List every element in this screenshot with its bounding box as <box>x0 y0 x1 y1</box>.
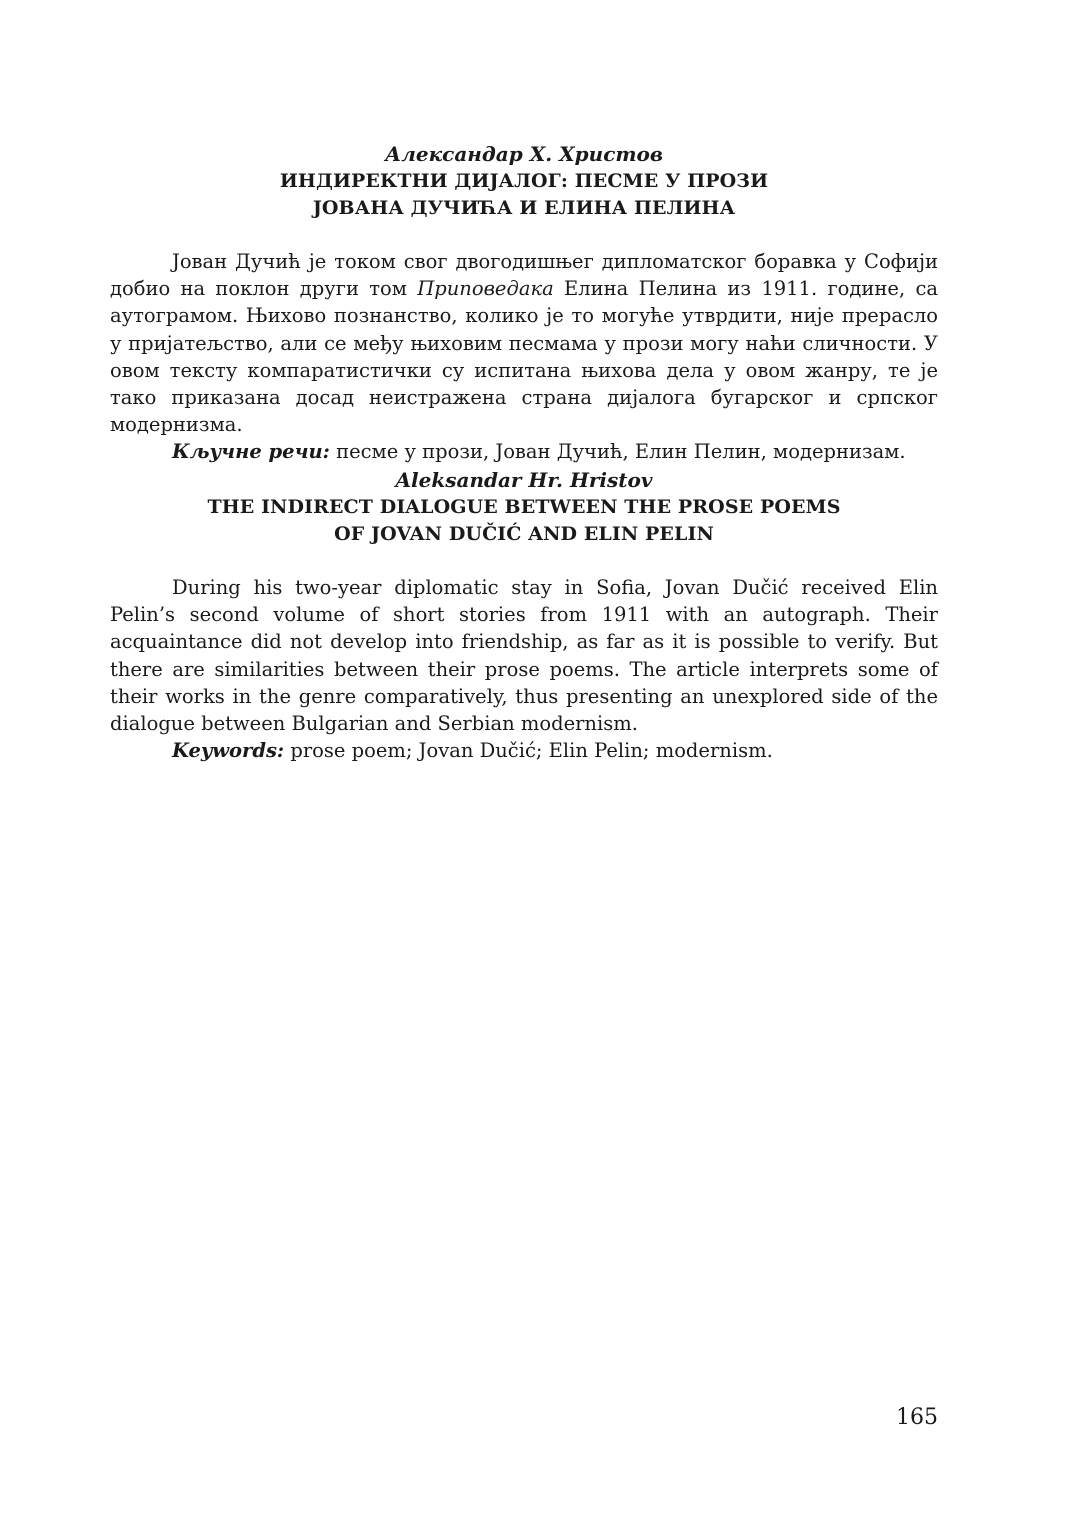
english-abstract-section <box>110 466 938 764</box>
keywords-serbian <box>110 438 938 465</box>
keywords-list-serbian: песме у прози, Јован Дучић, Елин Пелин, модернизам. <box>329 440 906 464</box>
article-title-serbian-line-1: ИНДИРЕКТНИ ДИЈАЛОГ: ПЕСМЕ У ПРОЗИ <box>279 170 769 192</box>
abstract-serbian <box>110 248 938 438</box>
abstract-serbian-book-title: Приповедака <box>417 277 554 301</box>
author-name-english: Aleksandar Hr. Hristov <box>395 468 653 492</box>
keywords-label-serbian: Кључне речи: <box>172 440 330 464</box>
article-title-english-line-2: OF JOVAN DUČIĆ AND ELIN PELIN <box>334 523 714 545</box>
abstract-english: During his two-year diplomatic stay in Sofia, Jovan Dučić received Elin Pelin’s second volume of short stories from 1911 with an autograph. Their acquaintance did not develop into friendship, as far as it is possible to verify. But there are similarities between their prose poems. The article interprets some of their works in the genre comparatively, thus presenting an unexplored side of the dialogue between Bulgarian and Serbian modernism. <box>110 576 938 736</box>
page-number: 165 <box>896 1405 938 1430</box>
abstract-serbian-text-1: Јован Дучић је током свог двогодишњег дипломатског боравка у Софији добио на поклон други том <box>110 250 938 301</box>
author-name-serbian: Александар Х. Христов <box>384 142 664 166</box>
article-title-english-line-1: THE INDIRECT DIALOGUE BETWEEN THE PROSE POEMS <box>207 496 841 518</box>
keywords-list-english: prose poem; Jovan Dučić; Elin Pelin; modernism. <box>284 739 773 763</box>
keywords-label-english: Keywords: <box>172 739 285 763</box>
abstract-serbian-text-2: Елина Пелина из 1911. године, са аутограмом. Њихово познанство, колико је то могуће утврдити, није прерасло у пријатељство, али се међу њиховим песмама у прози могу наћи сличности. У овом тексту компаратистички су испитана њихова дела у овом жанру, те је тако приказана досад неистражена страна дијалога бугарског и српског модернизма. <box>110 277 938 437</box>
document-page <box>110 0 938 1534</box>
keywords-english <box>110 737 938 764</box>
serbian-abstract-section <box>110 140 938 466</box>
article-title-serbian-line-2: ЈОВАНА ДУЧИЋА И ЕЛИНА ПЕЛИНА <box>312 197 736 219</box>
